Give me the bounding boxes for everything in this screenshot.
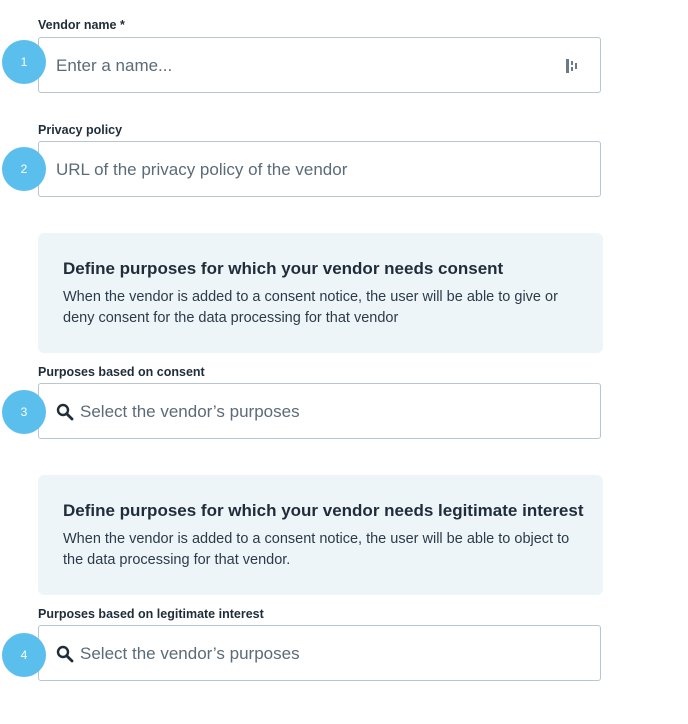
consent-info-text: When the vendor is added to a consent notice, the user will be able to give or deny consent for the data processing for that vendor <box>63 289 558 326</box>
privacy-policy-label: Privacy policy <box>38 123 123 137</box>
legitimate-info-text: When the vendor is added to a consent notice, the user will be able to object to the data processing for that vendor. <box>63 531 570 568</box>
consent-info-box <box>38 233 603 353</box>
vendor-name-input[interactable] <box>38 37 601 93</box>
vendor-name-placeholder: Enter a name... <box>56 56 173 75</box>
purposes-consent-placeholder: Select the vendor’s purposes <box>80 402 300 421</box>
purposes-legitimate-select[interactable] <box>38 625 601 681</box>
privacy-policy-input[interactable] <box>38 141 601 197</box>
legitimate-info-title: Define purposes for which your vendor needs legitimate interest <box>63 501 584 520</box>
purposes-legitimate-label: Purposes based on legitimate interest <box>38 607 264 621</box>
step-badge-1: 1 <box>2 40 46 84</box>
consent-info-title: Define purposes for which your vendor needs consent <box>63 259 504 278</box>
purposes-consent-select[interactable] <box>38 383 601 439</box>
step-badge-3: 3 <box>2 390 46 434</box>
purposes-legitimate-placeholder: Select the vendor’s purposes <box>80 644 300 663</box>
vendor-name-label: Vendor name * <box>38 18 125 32</box>
search-icon <box>56 645 74 663</box>
legitimate-info-box <box>38 475 603 595</box>
purposes-consent-label: Purposes based on consent <box>38 365 205 379</box>
step-badge-4: 4 <box>2 633 46 677</box>
dashlane-icon[interactable] <box>566 58 580 74</box>
search-icon <box>56 403 74 421</box>
step-badge-2: 2 <box>2 147 46 191</box>
privacy-policy-placeholder: URL of the privacy policy of the vendor <box>56 160 348 179</box>
